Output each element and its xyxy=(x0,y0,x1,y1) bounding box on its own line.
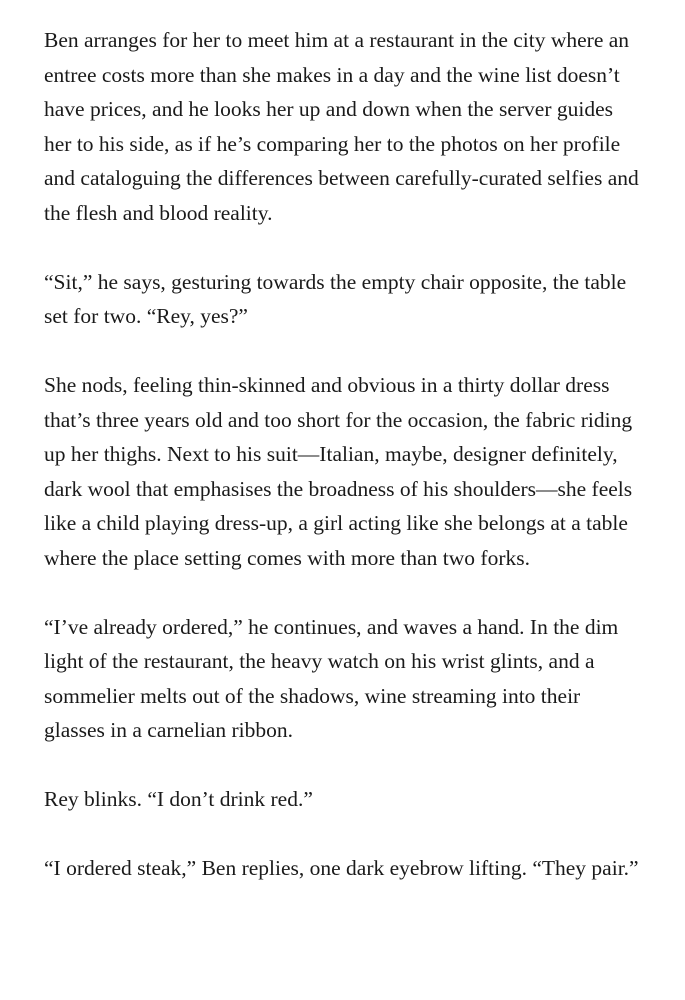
paragraph-restaurant-meeting: Ben arranges for her to meet him at a restaurant in the city where an entree costs more than she makes in a day and the wine list doesn’t have prices, and he looks her up and down when the server guides her to his side, as if he’s comparing her to the photos on her profile and cataloguing the differences between carefully-curated selfies and the flesh and blood reality. xyxy=(44,28,639,225)
paragraph-sit: “Sit,” he says, gesturing towards the empty chair opposite, the table set for two. “Rey, yes?” xyxy=(44,269,627,328)
paragraph-dress: She nods, feeling thin-skinned and obvious in a thirty dollar dress that’s three years old and too short for the occasion, the fabric riding up her thighs. Next to his suit—Italian, maybe, designer definitely, dark wool that emphasises the broadness of his shoulders—she feels like a child playing dress-up, a girl acting like she belongs at a table where the place setting comes with more than two forks. xyxy=(44,373,633,570)
paragraph-rey-blinks: Rey blinks. “I don’t drink red.” xyxy=(44,787,313,811)
paragraph-ordered: “I’ve already ordered,” he continues, and waves a hand. In the dim light of the restaurant, the heavy watch on his wrist glints, and a sommelier melts out of the shadows, wine streaming into their glasses in a carnelian ribbon. xyxy=(44,614,619,742)
paragraph-steak: “I ordered steak,” Ben replies, one dark eyebrow lifting. “They pair.” xyxy=(44,856,639,880)
